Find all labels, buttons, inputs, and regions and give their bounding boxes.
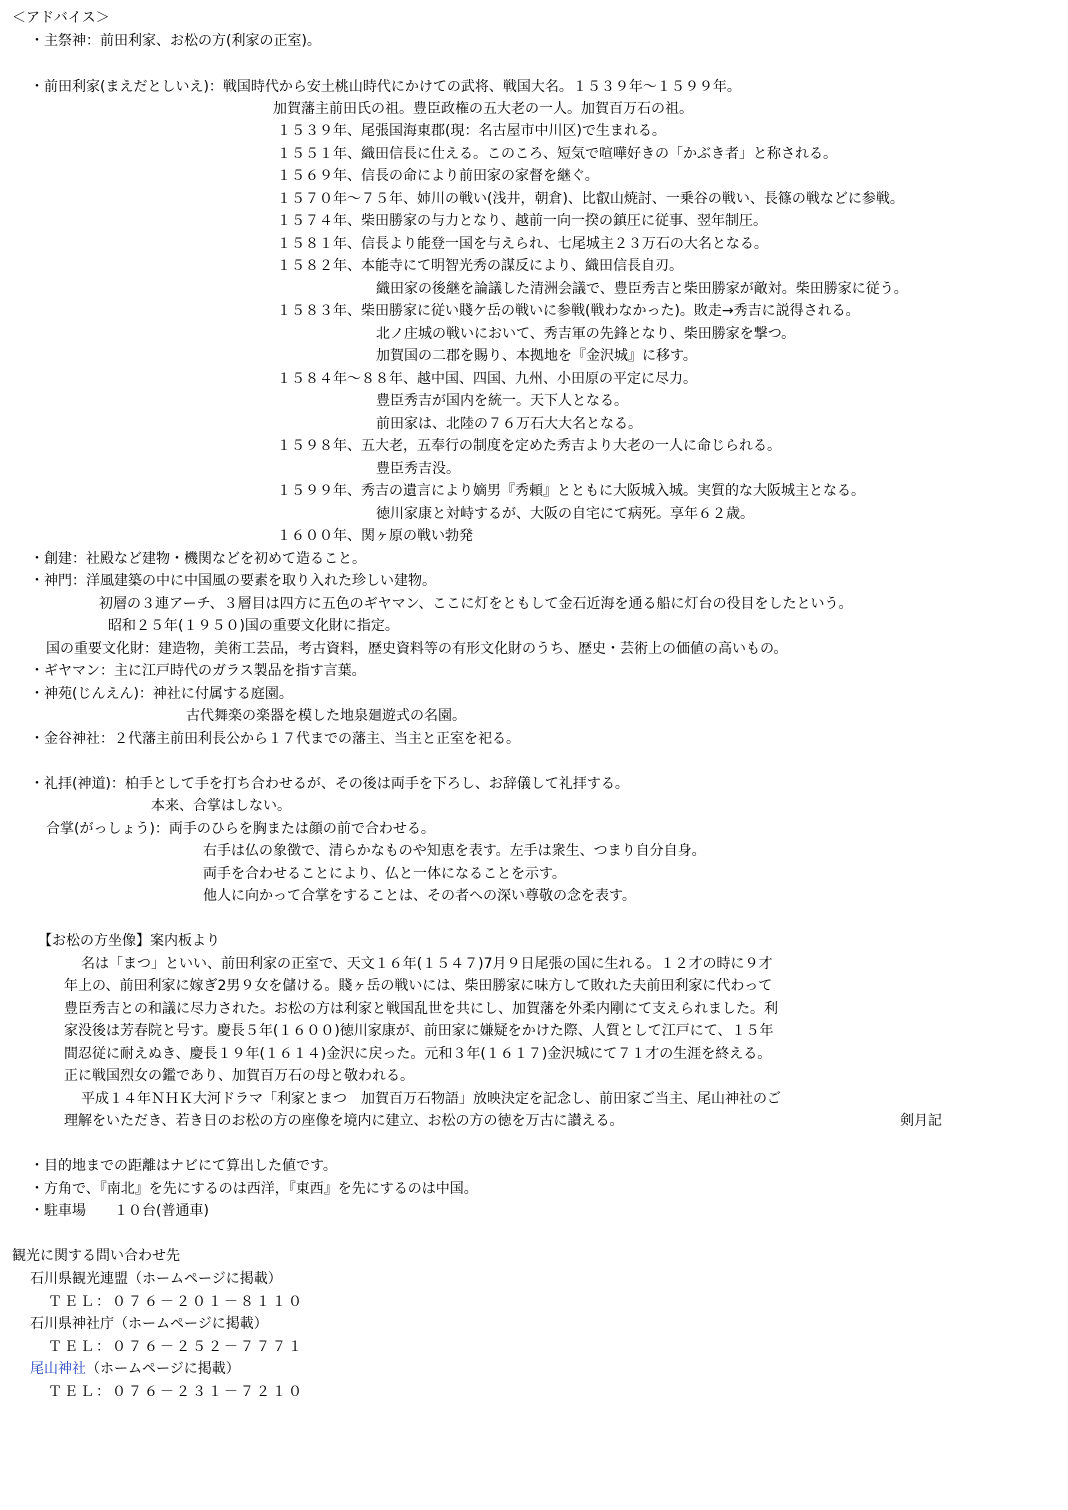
toshiie-line: １５８４年～８８年、越中国、四国、九州、小田原の平定に尽力。 [277, 371, 697, 387]
omatsu-line: 理解をいただき、若き日のお松の方の座像を境内に建立、お松の方の徳を万古に讃える。 [64, 1113, 624, 1129]
contact-org-suffix: （ホームページに掲載） [86, 1361, 240, 1377]
note-item: ・駐車場 １０台(普通車) [30, 1203, 209, 1219]
toshiie-line: １５９８年、五大老，五奉行の制度を定めた秀吉より大老の一人に命じられる。 [277, 438, 781, 454]
glossary-item: 古代舞楽の楽器を模した地泉廻遊式の名園。 [186, 708, 466, 724]
worship-line: ・礼拝(神道)：柏手として手を打ち合わせるが、その後は両手を下ろし、お辞儀して礼拝する。 [30, 776, 629, 792]
toshiie-line: １５７０年～７５年、姉川の戦い(浅井，朝倉)、比叡山焼討、一乗谷の戦い、長篠の戦などに参戦。 [277, 191, 904, 207]
toshiie-line: 加賀国の二郡を賜り、本拠地を『金沢城』に移す。 [376, 348, 697, 364]
toshiie-line: １５９９年、秀吉の遺言により嫡男『秀頼』とともに大阪城入城。実質的な大阪城主となる。 [277, 483, 865, 499]
toshiie-line: １５５１年、織田信長に仕える。このころ、短気で喧嘩好きの「かぶき者」と称される。 [277, 146, 837, 162]
oyama-shrine-link[interactable]: 尾山神社 [30, 1361, 86, 1377]
omatsu-line: 正に戦国烈女の鑑であり、加賀百万石の母と敬われる。 [64, 1068, 414, 1084]
contact-org-name: 石川県観光連盟（ホームページに掲載） [30, 1271, 282, 1287]
note-item: ・目的地までの距離はナビにて算出した値です。 [30, 1158, 337, 1174]
omatsu-line: 間忍従に耐えぬき、慶長１９年(１６１４)金沢に戻った。元和３年(１６１７)金沢城にて７１才の生涯を終える。 [64, 1046, 772, 1062]
omatsu-signature: 剣月記 [900, 1113, 942, 1129]
toshiie-line: １５６９年、信長の命により前田家の家督を継ぐ。 [277, 168, 599, 184]
omatsu-line: 豊臣秀吉との和議に尽力された。お松の方は利家と戦国乱世を共にし、加賀藩を外柔内剛にて支えられました。利 [64, 1001, 778, 1017]
worship-line: 合掌(がっしょう)：両手のひらを胸または顔の前で合わせる。 [46, 821, 435, 837]
contact-org-name-row [30, 1359, 240, 1381]
advice-heading: ＜アドバイス＞ [12, 10, 110, 26]
toshiie-line: 織田家の後継を論議した清洲会議で、豊臣秀吉と柴田勝家が敵対。柴田勝家に従う。 [376, 281, 908, 297]
contact-org-name: 石川県神社庁（ホームページに掲載） [30, 1316, 268, 1332]
glossary-item: ・金谷神社：２代藩主前田利長公から１７代までの藩主、当主と正室を祀る。 [30, 731, 520, 747]
toshiie-line: 豊臣秀吉没。 [376, 461, 460, 477]
worship-line: 両手を合わせることにより、仏と一体になることを示す。 [203, 866, 566, 882]
glossary-item: 昭和２５年(１９５０)国の重要文化財に指定。 [108, 618, 399, 634]
worship-line: 右手は仏の象徴で、清らかなものや知恵を表す。左手は衆生、つまり自分自身。 [203, 843, 706, 859]
toshiie-line: 豊臣秀吉が国内を統一。天下人となる。 [376, 393, 628, 409]
omatsu-heading: 【お松の方坐像】案内板より [38, 933, 220, 949]
omatsu-line: 名は「まつ」といい、前田利家の正室で、天文１６年(１５４７)7月９日尾張の国に生れる。１２才の時に９才 [81, 956, 773, 972]
toshiie-line: １５８１年、信長より能登一国を与えられ、七尾城主２３万石の大名となる。 [277, 236, 768, 252]
toshiie-line: １５３９年、尾張国海東郡(現：名古屋市中川区)で生まれる。 [277, 123, 666, 139]
omatsu-line: 家没後は芳春院と号す。慶長５年(１６００)徳川家康が、前田家に嫌疑をかけた際、人質として江戸にて、１５年 [64, 1023, 774, 1039]
contact-tel: ＴＥＬ：０７６－２０１－８１１０ [48, 1294, 304, 1310]
note-item: ・方角で、『南北』を先にするのは西洋，『東西』を先にするのは中国。 [30, 1181, 478, 1197]
omatsu-line: 年上の、前田利家に嫁ぎ2男９女を儲ける。賤ヶ岳の戦いには、柴田勝家に味方して敗れた夫前田利家に代わって [64, 978, 773, 994]
main-deities: ・主祭神：前田利家、お松の方(利家の正室)。 [30, 33, 321, 49]
omatsu-line: 平成１４年ＮＨＫ大河ドラマ「利家とまつ 加賀百万石物語」放映決定を記念し、前田家ご当主、尾山神社のご [81, 1091, 781, 1107]
glossary-item: 初層の３連アーチ、３層目は四方に五色のギヤマン、ここに灯をともして金石近海を通る船に灯台の役目をしたという。 [99, 596, 853, 612]
toshiie-line: １５８３年、柴田勝家に従い賤ケ岳の戦いに参戦(戦わなかった)。敗走→秀吉に説得される。 [277, 303, 860, 319]
glossary-item: ・神苑(じんえん)：神社に付属する庭園。 [30, 686, 293, 702]
toshiie-line: １６００年、関ヶ原の戦い勃発 [277, 528, 473, 544]
glossary-item: ・創建：社殿など建物・機関などを初めて造ること。 [30, 551, 366, 567]
toshiie-line: １５７４年、柴田勝家の与力となり、越前一向一揆の鎮圧に従事、翌年制圧。 [277, 213, 767, 229]
glossary-item: 国の重要文化財：建造物，美術工芸品，考古資料，歴史資料等の有形文化財のうち、歴史・芸術上の価値の高いもの。 [46, 641, 788, 657]
contact-heading: 観光に関する問い合わせ先 [12, 1248, 180, 1264]
worship-line: 他人に向かって合掌をすることは、その者への深い尊敬の念を表す。 [203, 888, 636, 904]
glossary-item: ・神門：洋風建築の中に中国風の要素を取り入れた珍しい建物。 [30, 573, 436, 589]
toshiie-line: １５８２年、本能寺にて明智光秀の謀反により、織田信長自刃。 [277, 258, 683, 274]
toshiie-intro: ・前田利家(まえだとしいえ)：戦国時代から安土桃山時代にかけての武将、戦国大名。１５３９年～１５９９年。 [30, 79, 741, 95]
toshiie-line: 前田家は、北陸の７６万石大大名となる。 [376, 416, 642, 432]
toshiie-line: 北ノ庄城の戦いにおいて、秀吉軍の先鋒となり、柴田勝家を撃つ。 [376, 326, 796, 342]
contact-tel: ＴＥＬ：０７６－２５２－７７７１ [48, 1339, 304, 1355]
glossary-item: ・ギヤマン：主に江戸時代のガラス製品を指す言葉。 [30, 663, 366, 679]
worship-line: 本来、合掌はしない。 [151, 798, 291, 814]
contact-tel: ＴＥＬ：０７６－２３１－７２１０ [48, 1384, 304, 1400]
toshiie-line: 徳川家康と対峙するが、大阪の自宅にて病死。享年６２歳。 [376, 506, 754, 522]
toshiie-line: 加賀藩主前田氏の祖。豊臣政権の五大老の一人。加賀百万石の祖。 [273, 101, 693, 117]
